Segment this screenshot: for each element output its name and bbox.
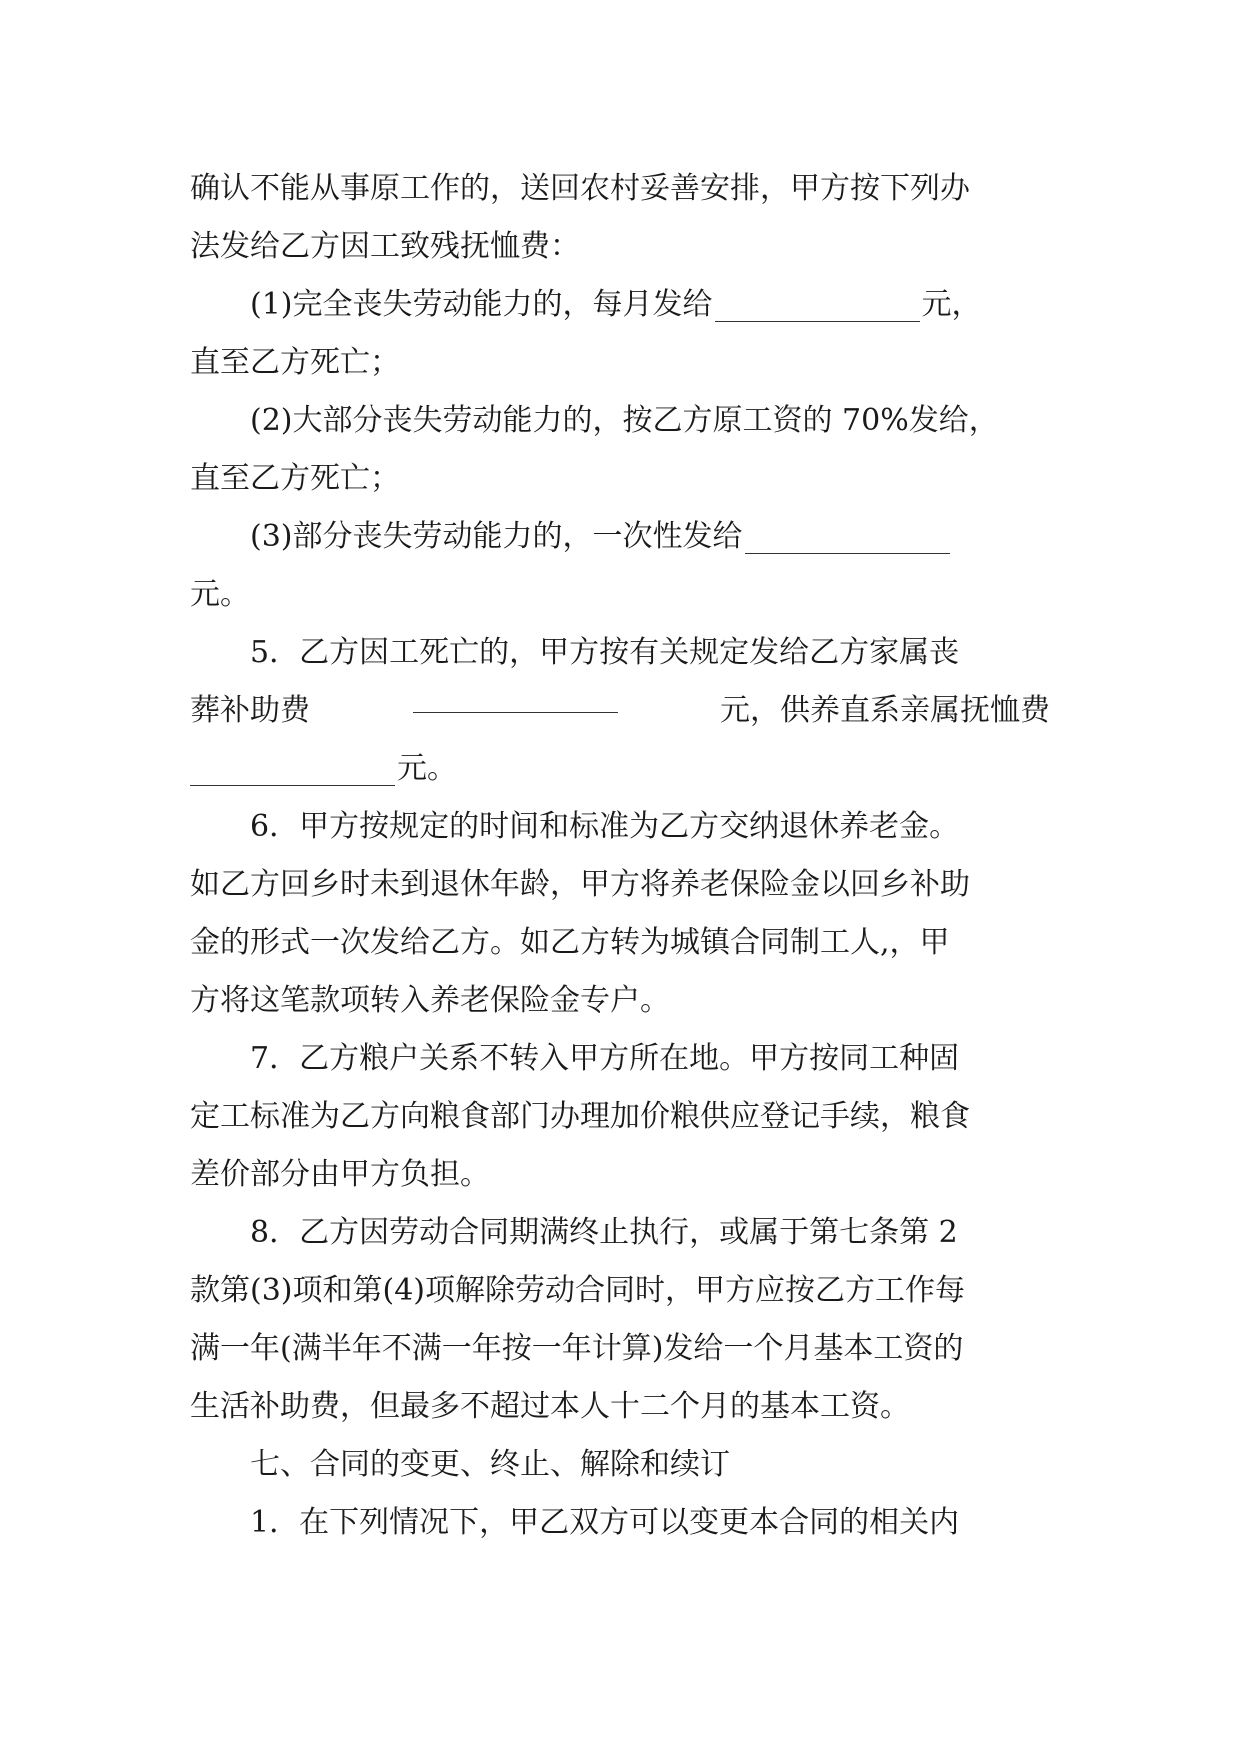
clause-text: (3)部分丧失劳动能力的，一次性发给 — [250, 519, 743, 554]
paragraph-line: 生活补助费，但最多不超过本人十二个月的基本工资。 — [190, 1389, 910, 1424]
paragraph-line: 直至乙方死亡； — [190, 461, 400, 496]
clause-item-2: (2)大部分丧失劳动能力的，按乙方原工资的 70%发给， — [250, 403, 999, 438]
clause-text: 元，供养直系亲属抚恤费 — [720, 693, 1050, 728]
paragraph-6: 6．甲方按规定的时间和标准为乙方交纳退休养老金。 — [250, 809, 960, 844]
paragraph-line — [190, 740, 1050, 798]
paragraph-line: 法发给乙方因工致残抚恤费： — [190, 229, 580, 264]
paragraph-5: 5．乙方因工死亡的，甲方按有关规定发给乙方家属丧 — [250, 635, 960, 670]
paragraph-line: 确认不能从事原工作的，送回农村妥善安排，甲方按下列办 — [190, 171, 970, 206]
paragraph-line: 定工标准为乙方向粮食部门办理加价粮供应登记手续，粮食 — [190, 1099, 970, 1134]
paragraph-line: 满一年(满半年不满一年按一年计算)发给一个月基本工资的 — [190, 1331, 964, 1366]
document-body — [190, 160, 1050, 1552]
clause-item-1 — [190, 276, 1050, 334]
paragraph-line: 方将这笔款项转入养老保险金专户。 — [190, 983, 670, 1018]
fill-blank — [413, 682, 618, 713]
paragraph-line: 直至乙方死亡； — [190, 345, 400, 380]
clause-text: 葬补助费 — [190, 693, 310, 728]
clause-item-3 — [190, 508, 1050, 566]
clause-text: (1)完全丧失劳动能力的，每月发给 — [250, 287, 713, 322]
paragraph-9: 1．在下列情况下，甲乙双方可以变更本合同的相关内 — [250, 1505, 960, 1540]
fill-blank — [745, 523, 950, 554]
paragraph-line: 差价部分由甲方负担。 — [190, 1157, 490, 1192]
paragraph-line: 款第(3)项和第(4)项解除劳动合同时，甲方应按乙方工作每 — [190, 1273, 965, 1308]
section-heading: 七、合同的变更、终止、解除和续订 — [250, 1447, 730, 1482]
paragraph-line: 如乙方回乡时未到退休年龄，甲方将养老保险金以回乡补助 — [190, 867, 970, 902]
paragraph-8: 8．乙方因劳动合同期满终止执行，或属于第七条第 2 — [250, 1215, 958, 1250]
fill-blank — [190, 755, 395, 786]
clause-text: 元。 — [397, 751, 457, 786]
paragraph-line: 元。 — [190, 577, 250, 612]
paragraph-line — [190, 682, 1050, 740]
paragraph-line: 金的形式一次发给乙方。如乙方转为城镇合同制工人,，甲 — [190, 925, 950, 960]
clause-text: 元， — [921, 287, 982, 322]
paragraph-7: 7．乙方粮户关系不转入甲方所在地。甲方按同工种固 — [250, 1041, 960, 1076]
fill-blank — [715, 291, 920, 322]
